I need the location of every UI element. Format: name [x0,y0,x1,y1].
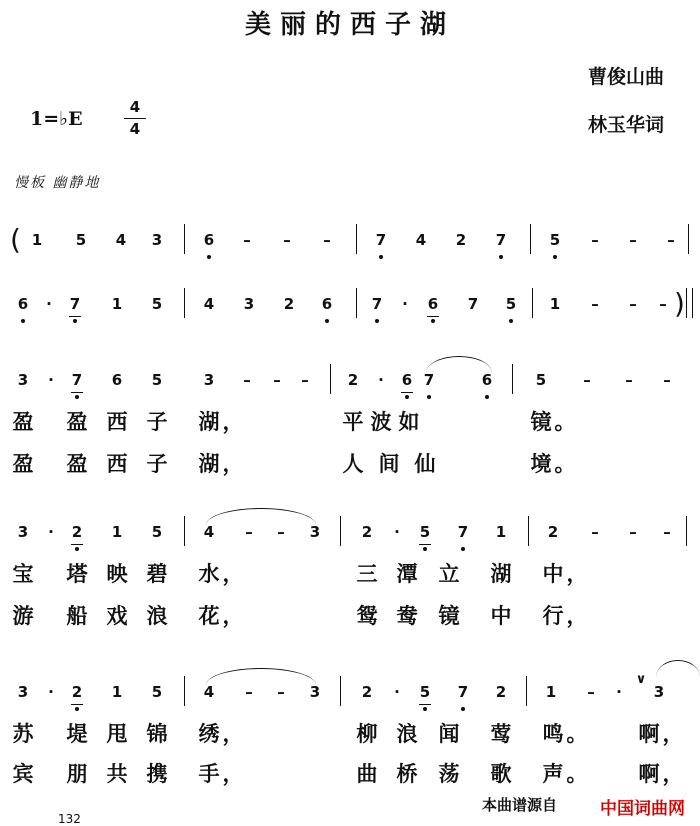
note: – [587,683,595,701]
lyric-char: 中 [542,561,564,586]
note: 2 [547,523,559,541]
lyric-char: 盈 [66,409,88,434]
lyric-char: 映 [106,561,128,586]
lyric-char: 浪 [146,603,168,628]
lyric-char: 间 [378,451,400,476]
barline [692,288,693,318]
notation-row-1 [0,218,700,262]
tie-slur [656,660,700,677]
time-bottom: 4 [129,120,141,138]
lyric-char: ， [566,561,588,586]
note-low: 7 [418,358,440,402]
barline [686,516,687,546]
lyric-row-4a [0,556,700,592]
note: 1 [111,295,123,313]
source-note: 本曲谱源自 [482,796,558,814]
lyric-char: 花 [198,603,220,628]
note: 4 [203,683,215,701]
note-low-eighth: 5 [414,510,436,554]
note: · [402,295,408,313]
lyric-char: 。 [566,721,588,746]
note: 3 [203,371,215,389]
lyric-char: 鸯 [396,603,418,628]
lyric-char: 锦 [146,721,168,746]
lyric-char: 西 [106,451,128,476]
lyric-char: ， [566,603,588,628]
barline [184,516,185,546]
note: 2 [455,231,467,249]
lyric-char: 声 [542,761,564,786]
lyric-char: 塔 [66,561,88,586]
tempo-marking: 慢板 幽静地 [14,175,101,191]
lyric-char: 曲 [356,761,378,786]
lyric-char: 碧 [146,561,168,586]
lyric-char: 西 [106,409,128,434]
note: 3 [17,683,29,701]
note-low-eighth: 7 [66,358,88,402]
note-low: 6 [316,282,338,326]
lyric-char: 携 [146,761,168,786]
barline [184,288,185,318]
note: 5 [535,371,547,389]
note: · [394,523,400,541]
barline [528,516,529,546]
lyric-char: 盈 [12,451,34,476]
lyric-char: 立 [438,561,460,586]
notation-row-3 [0,358,700,402]
note-low: 7 [452,510,474,554]
note: – [301,371,309,389]
note: 2 [361,683,373,701]
lyric-char: 共 [106,761,128,786]
lyric-char: 潭 [396,561,418,586]
lyric-char: 绣 [198,721,220,746]
open-paren: ( [10,223,21,256]
notation-row-5 [0,670,700,714]
lyric-char: 堤 [66,721,88,746]
lyric-char: ， [222,603,244,628]
note: – [591,231,599,249]
lyric-char: ， [222,409,244,434]
note: · [48,683,54,701]
site-watermark[interactable]: 中国词曲网 [600,799,685,819]
note: 2 [495,683,507,701]
note: 3 [151,231,163,249]
lyric-char: 歌 [490,761,512,786]
note: 5 [151,523,163,541]
lyric-char: 仙 [414,451,436,476]
barline [686,288,687,318]
note: – [663,371,671,389]
barline [340,516,341,546]
song-title: 美丽的西子湖 [244,10,455,40]
note: – [663,523,671,541]
note: – [629,231,637,249]
note: – [583,371,591,389]
lyric-char: 中 [490,603,512,628]
time-top: 4 [129,98,141,116]
note-low: 7 [452,670,474,714]
barline [340,676,341,706]
barline [532,288,533,318]
note: 3 [653,683,665,701]
lyric-char: 湖 [198,409,220,434]
lyric-row-3b [0,446,700,482]
lyric-char: 闻 [438,721,460,746]
lyric-char: 镜 [438,603,460,628]
note: – [277,683,285,701]
lyric-char: 鸳 [356,603,378,628]
note: 2 [347,371,359,389]
note: 1 [31,231,43,249]
notation-row-4 [0,510,700,554]
barline [512,364,513,394]
lyric-char: 平 [342,409,364,434]
key-signature: 1=♭E [30,108,83,130]
lyric-char: ， [222,721,244,746]
lyric-row-5a [0,716,700,752]
barline [688,224,689,254]
note-low-eighth: 2 [66,510,88,554]
note: · [46,295,52,313]
lyric-char: 行 [542,603,564,628]
note: 2 [361,523,373,541]
lyric-char: 啊 [638,761,660,786]
note-low: 6 [198,218,220,262]
note-low: 7 [366,282,388,326]
note: · [48,523,54,541]
barline [356,224,357,254]
note: – [629,523,637,541]
note-low-eighth: 6 [422,282,444,326]
lyric-char: 啊 [638,721,660,746]
barline [356,288,357,318]
lyric-char: 。 [554,451,576,476]
note: 3 [17,523,29,541]
note: 5 [151,295,163,313]
note: – [591,295,599,313]
note: – [283,231,291,249]
note: – [591,523,599,541]
barline [330,364,331,394]
lyric-char: 荡 [438,761,460,786]
note: 3 [309,523,321,541]
note: – [243,231,251,249]
note-low: 6 [476,358,498,402]
lyric-char: 波 [370,409,392,434]
lyric-row-5b [0,756,700,792]
note: – [273,371,281,389]
lyric-char: 朋 [66,761,88,786]
note: – [323,231,331,249]
lyric-char: 手 [198,761,220,786]
note: 1 [549,295,561,313]
note: 3 [243,295,255,313]
lyric-char: 人 [342,451,364,476]
composer-credit: 曹俊山曲 [587,66,664,88]
note: 1 [545,683,557,701]
lyric-char: 子 [146,409,168,434]
lyric-char: 盈 [12,409,34,434]
lyricist-credit: 林玉华词 [587,114,664,136]
lyric-char: 柳 [356,721,378,746]
lyric-char: 水 [198,561,220,586]
note: – [245,523,253,541]
lyric-char: 盈 [66,451,88,476]
note: 2 [283,295,295,313]
note-low: 6 [12,282,34,326]
note: · [378,371,384,389]
lyric-char: 莺 [490,721,512,746]
lyric-char: 湖 [490,561,512,586]
note: · [394,683,400,701]
note: – [667,231,675,249]
note: 5 [75,231,87,249]
note: – [277,523,285,541]
barline [530,224,531,254]
barline [526,676,527,706]
lyric-char: ， [222,451,244,476]
close-paren: ) [674,287,685,320]
lyric-char: 三 [356,561,378,586]
note: 6 [111,371,123,389]
note: · [616,683,622,701]
lyric-char: ， [222,561,244,586]
tie-slur [206,508,316,525]
lyric-char: ， [662,721,684,746]
note-low: 5 [544,218,566,262]
note: 5 [151,371,163,389]
lyric-char: 游 [12,603,34,628]
lyric-char: 如 [398,409,420,434]
note-low-eighth: 2 [66,670,88,714]
note: – [625,371,633,389]
note: – [243,371,251,389]
note: 1 [495,523,507,541]
note: 1 [111,683,123,701]
barline [184,676,185,706]
note: 7 [467,295,479,313]
note: · [48,371,54,389]
note: 3 [17,371,29,389]
lyric-char: 境 [530,451,552,476]
notation-row-2 [0,282,700,326]
lyric-char: 宾 [12,761,34,786]
lyric-char: 。 [566,761,588,786]
lyric-char: 子 [146,451,168,476]
lyric-char: 浪 [396,721,418,746]
tie-slur [206,668,316,685]
lyric-char: 。 [554,409,576,434]
page-number: 132 [58,812,81,826]
time-signature [124,98,146,139]
note: 4 [415,231,427,249]
note: – [629,295,637,313]
lyric-char: 戏 [106,603,128,628]
note: 5 [151,683,163,701]
note-low: 7 [370,218,392,262]
lyric-char: 甩 [106,721,128,746]
note: 4 [203,295,215,313]
lyric-char: 宝 [12,561,34,586]
note: 1 [111,523,123,541]
lyric-char: 苏 [12,721,34,746]
note-low-eighth: 6 [396,358,418,402]
lyric-char: 桥 [396,761,418,786]
note: 4 [203,523,215,541]
note: 4 [115,231,127,249]
lyric-char: 鸣 [542,721,564,746]
lyric-char: ， [662,761,684,786]
note: – [659,295,667,313]
note: – [245,683,253,701]
lyric-row-4b [0,598,700,634]
note: 3 [309,683,321,701]
breath-mark: ∨ [635,672,647,687]
lyric-char: 湖 [198,451,220,476]
lyric-char: ， [222,761,244,786]
barline [184,224,185,254]
note-low: 7 [490,218,512,262]
lyric-char: 船 [66,603,88,628]
note-low-eighth: 7 [64,282,86,326]
lyric-row-3a [0,404,700,440]
lyric-char: 镜 [530,409,552,434]
note-low: 5 [500,282,522,326]
note-low-eighth: 5 [414,670,436,714]
